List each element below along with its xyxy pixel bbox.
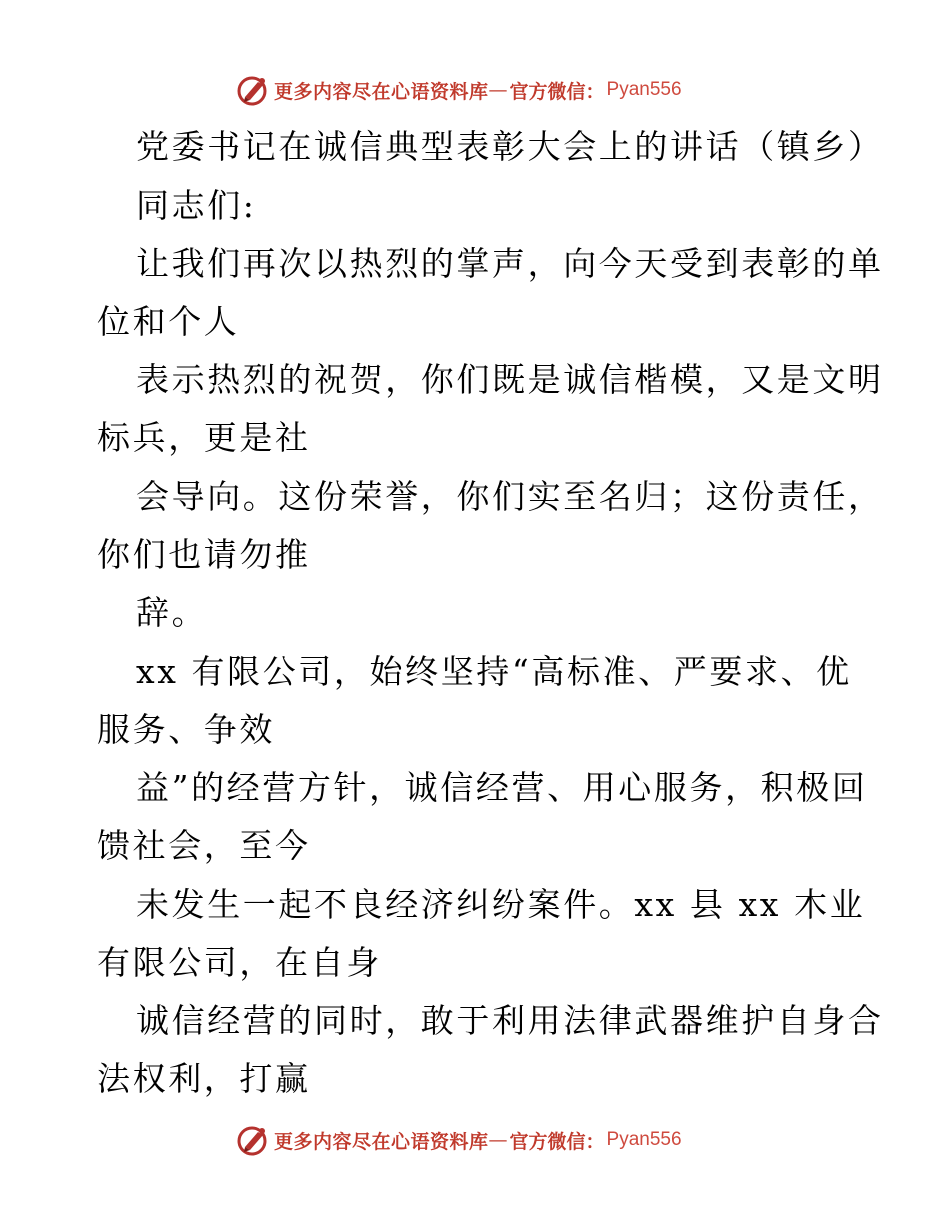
banner-official-label: 官方微信：	[509, 80, 605, 103]
text-line: 服务、争效	[97, 710, 275, 749]
text-line: 诚信经营的同时，敢于利用法律武器维护自身合	[136, 1001, 884, 1040]
pen-logo-icon	[236, 73, 270, 107]
text-line: 会导向。这份荣誉，你们实至名归；这份责任，	[136, 477, 884, 516]
text-line: 你们也请勿推	[97, 535, 311, 574]
text-line: 表示热烈的祝贺，你们既是诚信楷模，又是文明	[136, 360, 884, 399]
banner-dash: —	[488, 1129, 508, 1151]
text-line: 法权利，打赢	[97, 1059, 311, 1098]
banner-site-name: 更多内容尽在心语资料库	[274, 80, 489, 103]
banner-wechat-id: Pyan556	[606, 79, 682, 100]
text-line: 有限公司，在自身	[97, 943, 382, 982]
text-line: 让我们再次以热烈的掌声，向今天受到表彰的单	[136, 244, 884, 283]
salutation: 同志们:	[136, 186, 257, 225]
text-line: 益”的经营方针，诚信经营、用心服务，积极回	[136, 768, 868, 807]
document-title: 党委书记在诚信典型表彰大会上的讲话（镇乡）	[136, 127, 884, 166]
text-line: 未发生一起不良经济纠纷案件。xx 县 xx 木业	[136, 885, 866, 924]
text-line: 馈社会，至今	[97, 826, 311, 865]
text-line: xx 有限公司，始终坚持“高标准、严要求、优	[136, 652, 852, 691]
footer-banner	[236, 1122, 682, 1158]
text-line: 位和个人	[97, 302, 240, 341]
text-line: 辞。	[136, 593, 208, 632]
banner-site-name: 更多内容尽在心语资料库	[274, 1130, 489, 1153]
banner-wechat-id: Pyan556	[606, 1129, 682, 1150]
header-banner	[236, 72, 682, 108]
banner-dash: —	[488, 79, 508, 101]
banner-official-label: 官方微信：	[509, 1130, 605, 1153]
pen-logo-icon	[236, 1123, 270, 1157]
text-line: 标兵，更是社	[97, 418, 311, 457]
